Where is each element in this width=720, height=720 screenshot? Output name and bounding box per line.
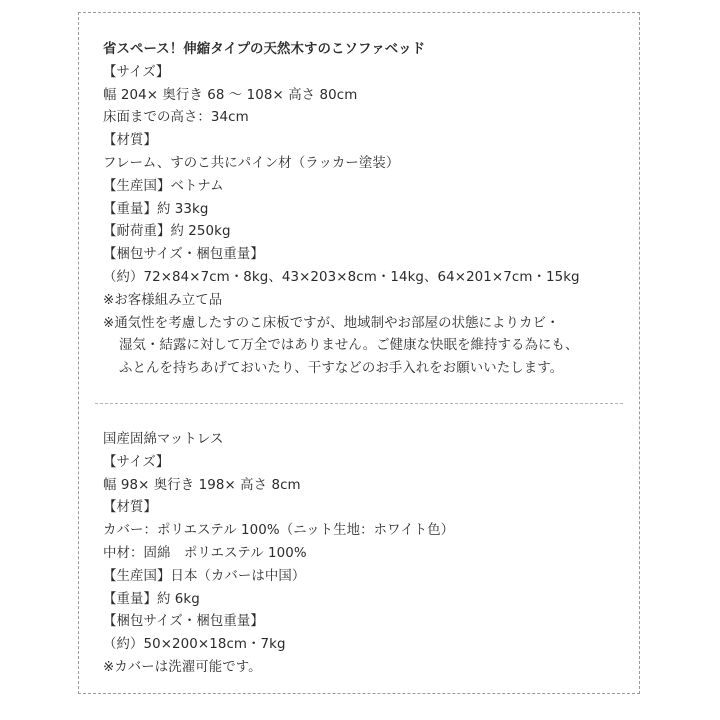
sofa-bed-floor-height: 床面までの高さ：34cm: [103, 110, 249, 126]
mattress-dimensions: 幅 98× 奥行き 198× 高さ 8cm: [103, 477, 301, 493]
mattress-weight: 【重量】約 6kg: [103, 591, 200, 607]
sofa-bed-dimensions: 幅 204× 奥行き 68 ～ 108× 高さ 80cm: [103, 87, 358, 103]
mattress-cover-material: カバー：ポリエステル 100%（ニット生地：ホワイト色）: [103, 523, 455, 539]
mattress-package-heading: 【梱包サイズ・梱包重量】: [103, 614, 264, 630]
sofa-bed-care-note-1: ※通気性を考慮したすのこ床板ですが、地域制やお部屋の状態によりカビ・: [103, 315, 560, 331]
mattress-size-heading: 【サイズ】: [103, 454, 170, 470]
sofa-bed-load-capacity: 【耐荷重】約 250kg: [103, 224, 231, 240]
sofa-bed-material: フレーム、すのこ共にパイン材（ラッカー塗装）: [103, 155, 400, 171]
sofa-bed-package-sizes: （約）72×84×7cm・8kg、43×203×8cm・14kg、64×201×7cm・15kg: [103, 269, 580, 285]
mattress-origin: 【生産国】日本（カバーは中国）: [103, 568, 306, 584]
sofa-bed-origin: 【生産国】ベトナム: [103, 178, 224, 194]
sofa-bed-title: 省スペース！伸縮タイプの天然木すのこソファベッド: [103, 42, 426, 57]
sofa-bed-material-heading: 【材質】: [103, 133, 157, 149]
sofa-bed-assembly-note: ※お客様組み立て品: [103, 292, 223, 308]
mattress-material-heading: 【材質】: [103, 500, 157, 516]
sofa-bed-weight: 【重量】約 33kg: [103, 201, 209, 217]
spec-box: [78, 12, 640, 694]
mattress-section: [103, 429, 631, 680]
sofa-bed-package-heading: 【梱包サイズ・梱包重量】: [103, 247, 264, 263]
sofa-bed-care-note-3: ふとんを持ちあげておいたり、干すなどのお手入れをお願いいたします。: [119, 361, 564, 377]
sofa-bed-size-heading: 【サイズ】: [103, 64, 170, 80]
mattress-filling-material: 中材：固綿 ポリエステル 100%: [103, 545, 307, 561]
sofa-bed-section: [103, 39, 631, 381]
mattress-package-size: （約）50×200×18cm・7kg: [103, 637, 286, 653]
mattress-washable-note: ※カバーは洗濯可能です。: [103, 659, 262, 675]
sofa-bed-care-note-2: 湿気・結露に対して万全ではありません。ご健康な快眠を維持する為にも、: [119, 338, 579, 354]
mattress-title: 国産固綿マットレス: [103, 432, 224, 447]
section-divider: [95, 403, 623, 404]
